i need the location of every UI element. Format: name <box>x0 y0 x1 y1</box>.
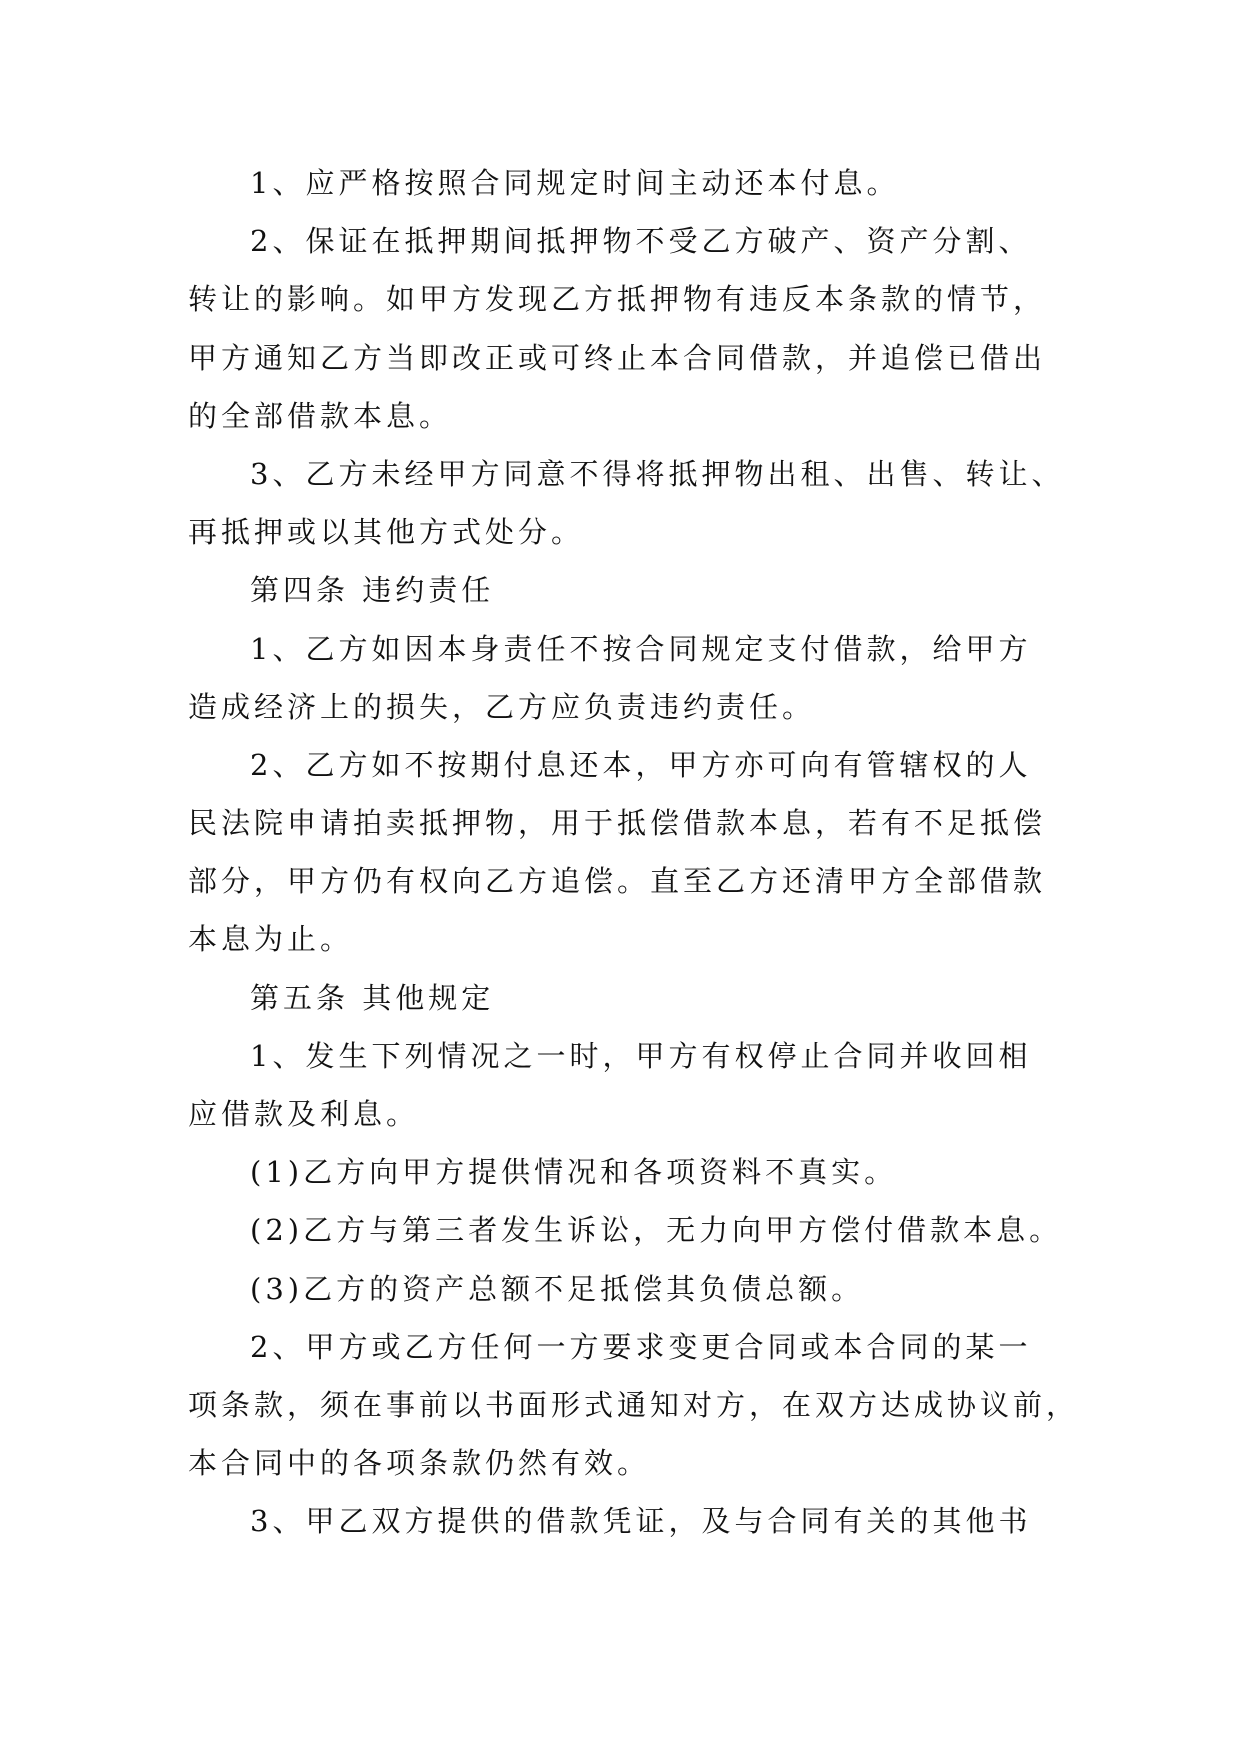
text-line: 1、发生下列情况之一时，甲方有权停止合同并收回相 <box>250 1038 1032 1073</box>
text-line: 应借款及利息。 <box>188 1097 420 1131</box>
text-line: 2、乙方如不按期付息还本，甲方亦可向有管辖权的人 <box>250 747 1032 782</box>
text-line: 2、甲方或乙方任何一方要求变更合同或本合同的某一 <box>250 1329 1032 1364</box>
text-line: 民法院申请拍卖抵押物，用于抵偿借款本息，若有不足抵偿 <box>188 806 1047 841</box>
text-line: 本合同中的各项条款仍然有效。 <box>188 1446 651 1481</box>
text-line: 项条款，须在事前以书面形式通知对方，在双方达成协议前， <box>188 1387 1080 1422</box>
text-line: 1、应严格按照合同规定时间主动还本付息。 <box>250 166 900 200</box>
text-line: 再抵押或以其他方式处分。 <box>188 515 585 550</box>
text-line: 1、乙方如因本身责任不按合同规定支付借款，给甲方 <box>250 631 1032 666</box>
text-line: 转让的影响。如甲方发现乙方抵押物有违反本条款的情节， <box>188 282 1047 317</box>
section-heading: 第五条 其他规定 <box>250 980 495 1015</box>
text-line: 本息为止。 <box>188 922 354 957</box>
text-line: 造成经济上的损失，乙方应负责违约责任。 <box>188 689 816 724</box>
text-line: (3)乙方的资产总额不足抵偿其负债总额。 <box>250 1271 865 1306</box>
text-line: 3、乙方未经甲方同意不得将抵押物出租、出售、转让、 <box>250 456 1065 491</box>
text-line: (1)乙方向甲方提供情况和各项资料不真实。 <box>250 1155 898 1190</box>
text-line: 3、甲乙双方提供的借款凭证，及与合同有关的其他书 <box>250 1504 1032 1539</box>
text-line: (2)乙方与第三者发生诉讼，无力向甲方偿付借款本息。 <box>250 1213 1063 1248</box>
text-line: 2、保证在抵押期间抵押物不受乙方破产、资产分割、 <box>250 224 1032 259</box>
section-heading: 第四条 违约责任 <box>250 573 495 608</box>
text-line: 部分，甲方仍有权向乙方追偿。直至乙方还清甲方全部借款 <box>188 864 1047 899</box>
text-line: 甲方通知乙方当即改正或可终止本合同借款，并追偿已借出 <box>188 340 1047 375</box>
document-body <box>188 154 1080 1551</box>
text-line: 的全部借款本息。 <box>188 398 453 433</box>
